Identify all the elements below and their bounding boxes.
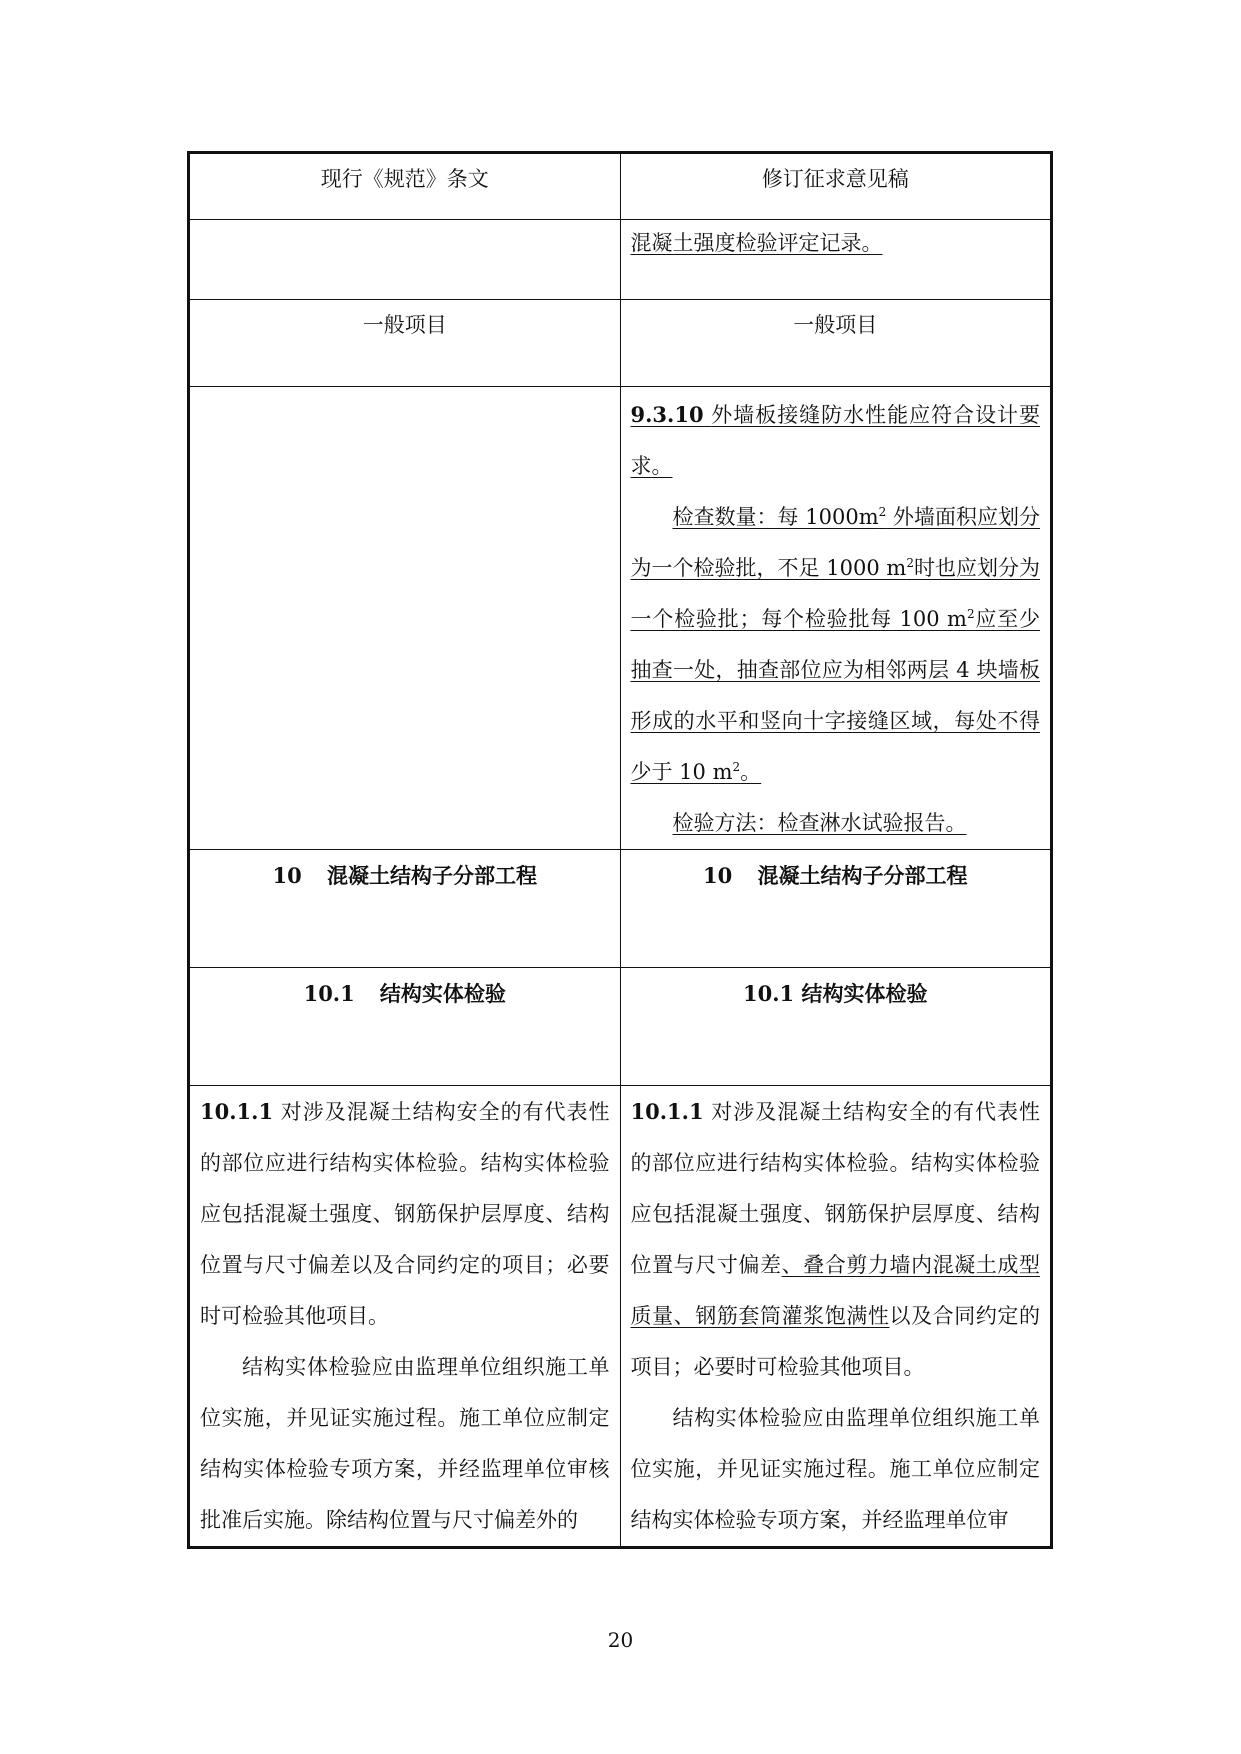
section-10-right: 10 混凝土结构子分部工程 xyxy=(620,850,1052,968)
page-number: 20 xyxy=(607,1628,634,1652)
clause-text: 外墙板接缝防水性能应符合设计要求。 xyxy=(630,403,1041,478)
section-10-1-row xyxy=(189,968,1052,1086)
section-10-row xyxy=(189,850,1052,968)
cell-empty xyxy=(189,387,621,850)
clause-9310-cell xyxy=(620,387,1052,850)
strength-record-text: 混凝土强度检验评定记录。 xyxy=(630,231,883,255)
section-10-1-right: 10.1 结构实体检验 xyxy=(620,968,1052,1086)
general-items-row xyxy=(189,300,1052,387)
comparison-table xyxy=(187,151,1053,1549)
check-quantity: 检查数量：每 $1000m^2$ 外墙面积应划分为一个检验批，不足 1000 $m^2$时也应划分为一个检验批；每个检验批每 100 $m^2$应至少抽查一处，抽查部位应为相邻两层 4 块墙板形成的水平和竖向十字接缝区域，每处不得少于 10 $m^2$。 xyxy=(630,505,1041,784)
clause-1011-row xyxy=(189,1086,1052,1548)
added-text: 、叠合剪力墙内混凝土成型质量、钢筋套筒灌浆饱满性 xyxy=(630,1253,1041,1328)
clause-1011-left: 10.1.1 对涉及混凝土结构安全的有代表性的部位应进行结构实体检验。结构实体检验应包括混凝土强度、钢筋保护层厚度、结构位置与尺寸偏差以及合同约定的项目；必要时可检验其他项目。 结构实体检验应由监理单位组织施工单位实施，并见证实施过程。施工单位应制定结构实体检验专项方案，并经监理单位审核批准后实施。除结构位置与尺寸偏差外的 xyxy=(189,1086,621,1548)
cell-right xyxy=(620,220,1052,300)
header-revision-draft: 修订征求意见稿 xyxy=(620,153,1052,220)
section-10-left: 10 混凝土结构子分部工程 xyxy=(189,850,621,968)
section-10-1-left: 10.1 结构实体检验 xyxy=(189,968,621,1086)
cell-empty xyxy=(189,220,621,300)
clause-number: 10.1.1 xyxy=(630,1099,704,1124)
clause-number: 10.1.1 xyxy=(200,1099,274,1124)
table-row xyxy=(189,220,1052,300)
check-method: 检验方法：检查淋水试验报告。 xyxy=(672,811,967,835)
clause-9310 xyxy=(631,389,1041,492)
table-header-row xyxy=(189,153,1052,220)
header-current-code: 现行《规范》条文 xyxy=(189,153,621,220)
clause-number: 9.3.10 xyxy=(630,402,704,427)
general-items-right: 一般项目 xyxy=(620,300,1052,387)
general-items-left: 一般项目 xyxy=(189,300,621,387)
clause-1011-right: 10.1.1 对涉及混凝土结构安全的有代表性的部位应进行结构实体检验。结构实体检验应包括混凝土强度、钢筋保护层厚度、结构位置与尺寸偏差、叠合剪力墙内混凝土成型质量、钢筋套筒灌浆饱满性以及合同约定的项目；必要时可检验其他项目。 结构实体检验应由监理单位组织施工单位实施，并见证实施过程。施工单位应制定结构实体检验专项方案，并经监理单位审 xyxy=(620,1086,1052,1548)
table-row xyxy=(189,387,1052,850)
